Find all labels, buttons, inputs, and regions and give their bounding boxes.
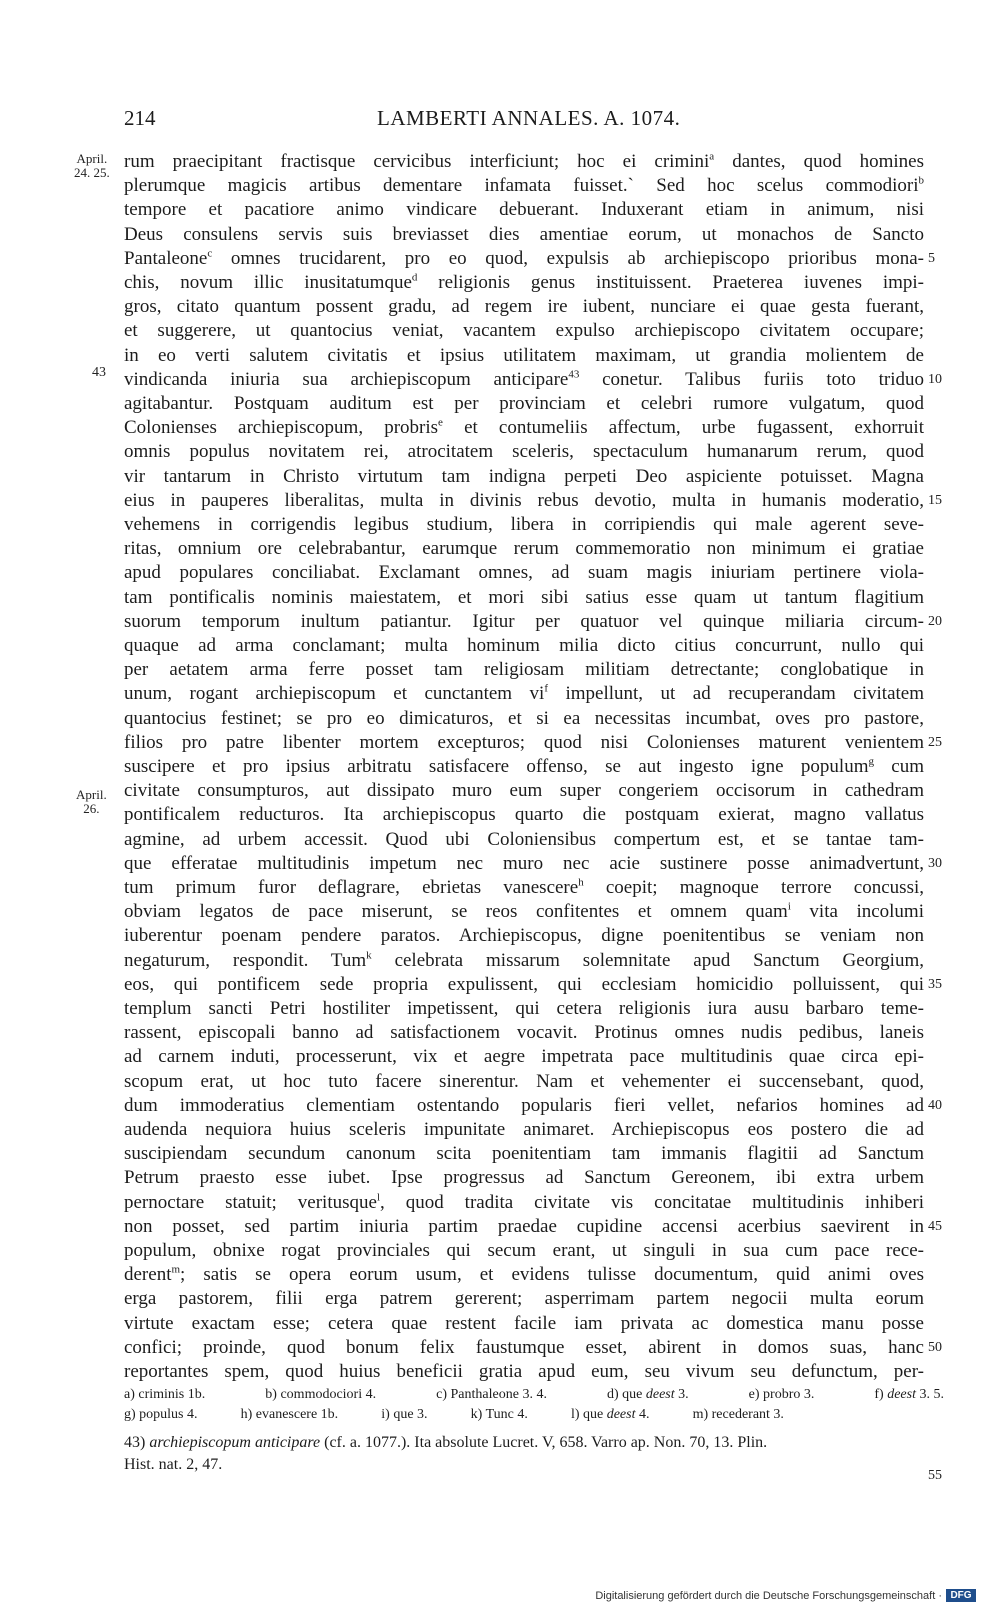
text-line: scopum erat, ut hoc tuto facere sinerentur. Nam et vehementer ei succensebant, quod, bbox=[124, 1070, 924, 1092]
footnote-row bbox=[124, 1405, 784, 1425]
text-line: eos, qui pontificem sede propria expulissent, qui ecclesiam homicidio polluissent, qui bbox=[124, 973, 924, 995]
footnote-d-deest: deest bbox=[645, 1387, 675, 1402]
text-line: plerumque magicis artibus dementare infamata fuisset.` Sed hoc scelus commodiori$^b$ bbox=[124, 174, 924, 197]
line-number: 30 bbox=[928, 855, 942, 871]
text-line: rum praecipitant fractisque cervicibus interficiunt; hoc ei crimini$^a$ dantes, quod homines bbox=[124, 150, 924, 172]
text-line: vir tantarum in Christo virtutum tam indigna perpeti Deo aspiciente potuisset. Magna bbox=[124, 465, 924, 487]
commentary-ref: 43) bbox=[124, 1434, 146, 1451]
footnote-l-lemma: l) que bbox=[570, 1407, 604, 1422]
text-line: filios pro patre libenter mortem excepturos; quod nisi Colonienses maturent venientem bbox=[124, 731, 924, 753]
footnote-i: i) que 3. bbox=[381, 1407, 428, 1422]
footnote-h: h) evanescere 1b. bbox=[240, 1407, 339, 1422]
text-line: tum primum furor deflagrare, ebrietas vanescere$^h$ coepit; magnoque terrore concussi, bbox=[124, 876, 924, 898]
text-line: obviam legatos de pace miserunt, se reos confitentes et omnem quam$^i$ vita incolumi bbox=[124, 900, 924, 923]
digitization-credit: Digitalisierung gefördert durch die Deutsche Forschungsgemeinschaft · bbox=[595, 1590, 942, 1602]
text-line: suorum temporum inultum patiantur. Igitur per quatuor vel quinque miliaria circum- bbox=[124, 610, 924, 632]
text-line: Petrum praesto esse iubet. Ipse progressus ad Sanctum Gereonem, ibi extra urbem bbox=[124, 1167, 924, 1189]
text-line: agmine, ad urbem accessit. Quod ubi Coloniensibus compertum est, et se tantae tam- bbox=[124, 828, 924, 850]
line-number: 50 bbox=[928, 1339, 942, 1355]
text-line: apud populares conciliabat. Exclamant omnes, ad suam magis iniuriam pertinere viola- bbox=[124, 562, 924, 584]
footnote-k: k) Tunc 4. bbox=[470, 1407, 528, 1422]
text-line: gros, citato quantum possent gradu, ad regem ire iubent, nunciare ei quae gesta fuerant, bbox=[124, 296, 924, 318]
footnote-d-siglum: 3. bbox=[678, 1387, 689, 1402]
text-line: virtute exactam esse; cetera quae restent facile iam privata ac domestica manu posse bbox=[124, 1312, 924, 1334]
line-number: 5 bbox=[928, 250, 935, 266]
text-line: omnis populus novitatem rei, atrocitatem sceleris, spectaculum humanarum rerum, quod bbox=[124, 441, 924, 463]
text-line: Deus consulens servis suis breviasset dies amentiae eorum, ut monachos de Sancto bbox=[124, 223, 924, 245]
footnote-l bbox=[571, 1405, 650, 1425]
text-line: vindicanda iniuria sua archiepiscopum anticipare$^{43}$ conetur. Talibus furiis toto triduo bbox=[124, 368, 925, 390]
text-line: chis, novum illic inusitatumque$^d$ religionis genus instituissent. Praeterea iuvenes impi- bbox=[124, 271, 924, 293]
footnote-f-deest: deest bbox=[887, 1387, 916, 1402]
line-number: 55 bbox=[928, 1468, 942, 1483]
commentary-text-cont: Hist. nat. 2, 47. bbox=[124, 1456, 223, 1473]
text-line: tempore et pacatiore animo vindicare debuerant. Induxerant etiam in animum, nisi bbox=[124, 199, 924, 221]
text-line: audenda nequiora huius sceleris impunitate animaret. Archiepiscopus eos postero die ad bbox=[124, 1119, 924, 1140]
text-line: suscipiendam secundum canonum scita poenitentiam tam immanis flagitii ad Sanctum bbox=[124, 1143, 924, 1165]
footnote-g: g) populus 4. bbox=[124, 1407, 198, 1422]
margin-note-43: 43 bbox=[92, 365, 106, 380]
text-line: tam pontificalis nominis maiestatem, et mori sibi satius esse quam ut tantum flagitium bbox=[124, 586, 924, 608]
line-number: 25 bbox=[928, 734, 942, 750]
page-number: 214 bbox=[124, 106, 156, 130]
footnote-f-label: f) bbox=[874, 1387, 884, 1402]
margin-date-april-24-25 bbox=[74, 152, 110, 180]
margin-date-day: 26. bbox=[83, 801, 100, 816]
text-line: pontificalem reducturos. Ita archiepiscopus quarto die postquam exierat, magno vallatus bbox=[124, 804, 924, 826]
footnote-e: e) probro 3. bbox=[748, 1387, 815, 1402]
line-number: 35 bbox=[928, 976, 942, 992]
text-line: quaque ad arma conclamant; multa hominum milia dicto citius concurrunt, nullo qui bbox=[124, 635, 924, 656]
text-line: que efferatae multitudinis impetum nec muro nec acie sustinere posse animadvertunt, bbox=[124, 852, 924, 874]
text-line: ritas, omnium ore celebrabantur, earumque rerum commemoratio non minimum ei gratiae bbox=[124, 538, 924, 560]
footnote-f bbox=[874, 1385, 944, 1405]
footnote-d bbox=[607, 1385, 689, 1405]
text-line: Colonienses archiepiscopum, probris$^e$ et contumeliis affectum, urbe fugassent, exhorruit bbox=[124, 416, 924, 439]
line-number: 10 bbox=[928, 371, 942, 387]
text-line: iuberentur poenam pendere paratos. Archiepiscopus, digne poenitentibus se veniam non bbox=[124, 925, 924, 947]
text-line: quantocius festinet; se pro eo dimicaturos, et si ea necessitas incumbat, oves pro pastore, bbox=[124, 707, 924, 729]
footnote-d-lemma: d) que bbox=[606, 1387, 643, 1402]
text-line: reportantes spem, quod huius beneficii gratia apud eum, seu vivum seu defunctum, per- bbox=[124, 1361, 924, 1382]
footnote-l-deest: deest bbox=[606, 1407, 636, 1422]
line-number: 45 bbox=[928, 1218, 942, 1234]
footnote-c: c) Panthaleone 3. 4. bbox=[436, 1387, 547, 1402]
line-number: 20 bbox=[928, 613, 942, 629]
text-line: templum sancti Petri hostiliter impetissent, qui cetera religionis iura ausu barbaro teme- bbox=[124, 998, 924, 1019]
line-number: 40 bbox=[928, 1097, 942, 1113]
footnote-row bbox=[124, 1385, 944, 1405]
footnote-m: m) recederant 3. bbox=[692, 1407, 784, 1422]
text-line: non posset, sed partim iniuria partim praedae cupidine accensi acerbius saevirent in bbox=[124, 1215, 924, 1237]
text-line: suscipere et pro ipsius arbitratu satisfacere offenso, se aut ingesto igne populum$^g$ cum bbox=[124, 755, 924, 777]
margin-date-month: April. bbox=[76, 787, 107, 802]
text-line: vehemens in corrigendis legibus studium, libera in corripiendis qui male agerent seve- bbox=[124, 514, 924, 535]
text-line: et suggerere, ut quantocius veniat, vacantem expulso archiepiscopo civitatem occupare; bbox=[124, 320, 924, 342]
commentary-lemma: archiepiscopum anticipare bbox=[149, 1434, 321, 1451]
line-number: 15 bbox=[928, 492, 942, 508]
footnote-f-siglum: 3. 5. bbox=[919, 1387, 944, 1402]
text-line: populum, obnixe rogat provinciales qui secum erant, ut singuli in sua cum pace rece- bbox=[124, 1240, 924, 1261]
margin-date-month: April. bbox=[76, 151, 108, 166]
text-line: unum, rogant archiepiscopum et cunctantem $vi^f$ impellunt, ut ad recuperandam civitatem bbox=[124, 683, 924, 705]
text-line: civitate consumpturos, aut dissipato muro eum super congeriem occisorum in cathedram bbox=[124, 780, 924, 802]
margin-date-april-26 bbox=[76, 788, 107, 816]
text-line: per aetatem arma ferre posset tam religiosam militiam detrectante; conglobatique in bbox=[124, 659, 924, 681]
footnote-a: a) criminis 1b. bbox=[124, 1387, 206, 1402]
text-line: erga pastorem, filii erga patrem gererent; asperrimam partem negocii multa eorum bbox=[124, 1288, 924, 1310]
running-title: LAMBERTI ANNALES. A. 1074. bbox=[377, 106, 681, 130]
commentary-note-43 bbox=[124, 1432, 944, 1454]
footnote-l-siglum: 4. bbox=[638, 1407, 650, 1422]
text-line: Pantaleone$^c$ omnes trucidarent, pro eo quod, expulsis ab archiepiscopo prioribus mona- bbox=[124, 247, 924, 269]
commentary-text: (cf. a. 1077.). Ita absolute Lucret. V, 658. Varro ap. Non. 70, 13. Plin. bbox=[324, 1434, 768, 1451]
text-line: negaturum, respondit. Tum$^k$ celebrata missarum solemnitate apud Sanctum Georgium, bbox=[124, 949, 924, 971]
footnote-b: b) commodociori 4. bbox=[265, 1387, 377, 1402]
text-line: dum immoderatius clementiam ostentando popularis fieri vellet, nefarios homines ad bbox=[124, 1094, 924, 1116]
page-header bbox=[124, 106, 942, 132]
text-line: agitabantur. Postquam auditum est per provinciam et celebri rumore vulgatum, quod bbox=[124, 393, 924, 414]
text-line: rassent, episcopali banno ad satisfactionem vocavit. Protinus omnes nudis pedibus, laneis bbox=[124, 1022, 924, 1044]
text-line: derent$^m$; satis se opera eorum usum, et evidens tulisse documentum, quid animi oves bbox=[124, 1263, 924, 1286]
text-line: eius in pauperes liberalitas, multa in divinis rebus devotio, multa in humanis moderatio, bbox=[124, 489, 924, 511]
text-line: in eo verti salutem civitatis et ipsius utilitatem maximam, ut grandia molientem de bbox=[124, 344, 924, 366]
margin-date-days: 24. 25. bbox=[74, 165, 110, 180]
text-line: pernoctare statuit; veritusque$^l$, quod tradita civitate vis concitatae multitudinis inhiberi bbox=[124, 1191, 924, 1213]
text-line: confici; proinde, quod bonum felix faustumque esset, abirent in domos suas, hanc bbox=[124, 1336, 924, 1358]
text-line: ad carnem induti, processerunt, vix et aegre impetrata pace multitudinis quae circa epi- bbox=[124, 1046, 924, 1068]
dfg-logo: DFG bbox=[946, 1589, 976, 1602]
commentary-note-43-cont bbox=[124, 1454, 944, 1476]
